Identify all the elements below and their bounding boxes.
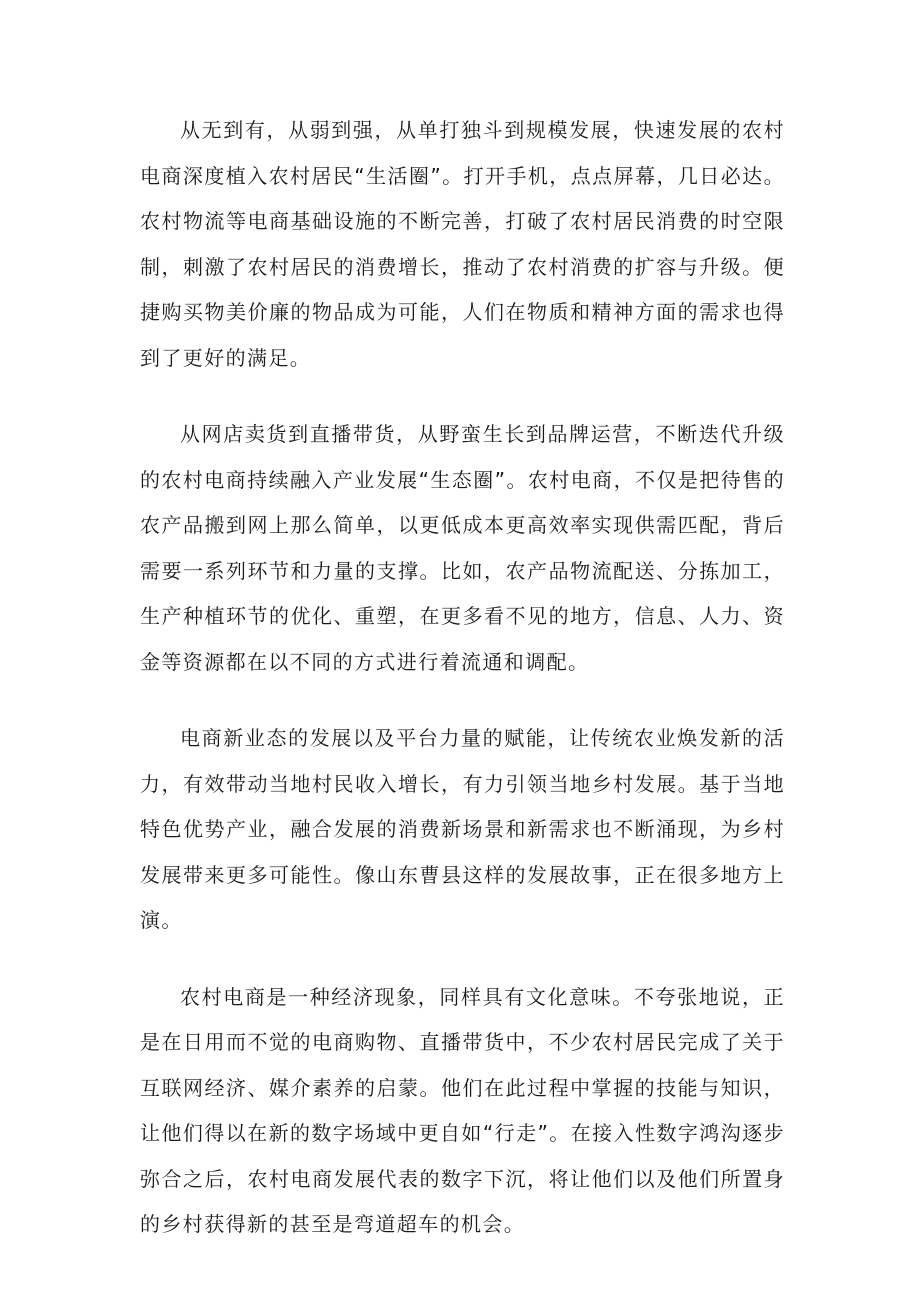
paragraph-4: 农村电商是一种经济现象，同样具有文化意味。不夸张地说，正是在日用而不觉的电商购物、直播带货中，不少农村居民完成了关于互联网经济、媒介素养的启蒙。他们在此过程中掌握的技能与知识，让他们得以在新的数字场域中更自如“行走”。在接入性数字鸿沟逐步弥合之后，农村电商发展代表的数字下沉，将让他们以及他们所置身的乡村获得新的甚至是弯道超车的机会。 [140, 984, 785, 1236]
paragraph-3: 电商新业态的发展以及平台力量的赋能，让传统农业焕发新的活力，有效带动当地村民收入增长，有力引领当地乡村发展。基于当地特色优势产业，融合发展的消费新场景和新需求也不断涌现，为乡村发展带来更多可能性。像山东曹县这样的发展故事，正在很多地方上演。 [140, 726, 785, 932]
paragraph-2: 从网店卖货到直播带货，从野蛮生长到品牌运营，不断迭代升级的农村电商持续融入产业发展“生态圈”。农村电商，不仅是把待售的农产品搬到网上那么简单，以更低成本更高效率实现供需匹配，背后需要一系列环节和力量的支撑。比如，农产品物流配送、分拣加工，生产种植环节的优化、重塑，在更多看不见的地方，信息、人力、资金等资源都在以不同的方式进行着流通和调配。 [140, 422, 785, 674]
paragraph-1: 从无到有，从弱到强，从单打独斗到规模发展，快速发展的农村电商深度植入农村居民“生活圈”。打开手机，点点屏幕，几日必达。农村物流等电商基础设施的不断完善，打破了农村居民消费的时空限制，刺激了农村居民的消费增长，推动了农村消费的扩容与升级。便捷购买物美价廉的物品成为可能，人们在物质和精神方面的需求也得到了更好的满足。 [140, 118, 785, 370]
article-body [140, 108, 785, 1279]
